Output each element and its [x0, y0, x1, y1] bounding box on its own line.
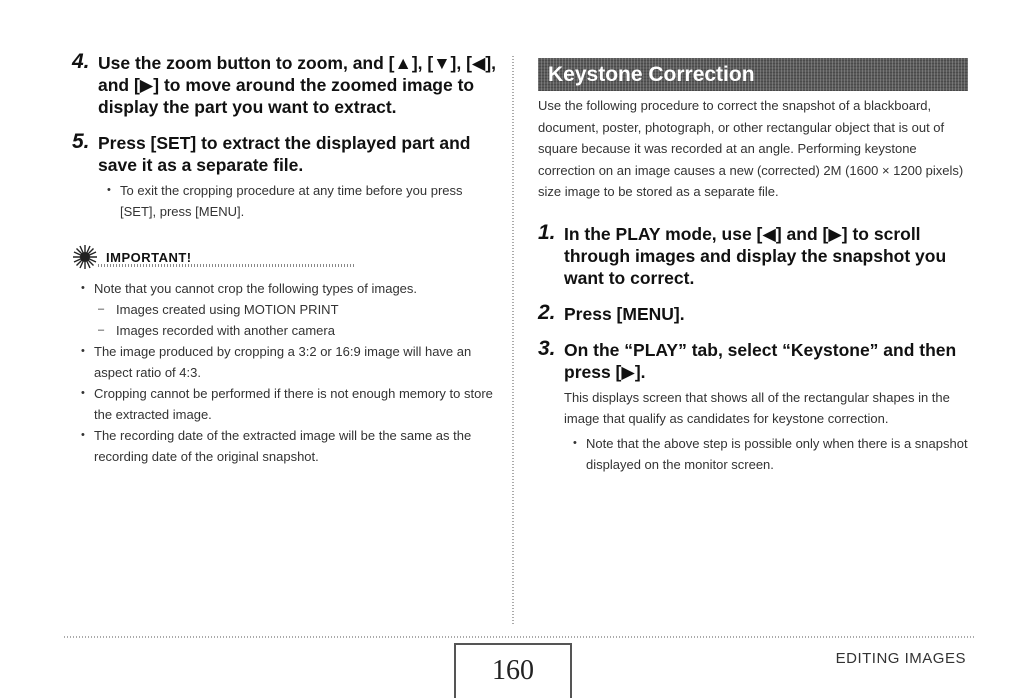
important-item-text: Note that you cannot crop the following types of images.: [94, 281, 418, 296]
step-number: 3.: [538, 336, 556, 360]
step-text: Use the zoom button to zoom, and [▲], [▼], [◀], and [▶] to move around the zoomed image to display the part you want to extract.: [98, 53, 497, 117]
section-label: EDITING IMAGES: [835, 650, 966, 667]
page-number: 160: [454, 643, 572, 698]
important-box: [72, 244, 502, 467]
step-4: [72, 52, 502, 118]
important-item: [72, 278, 502, 341]
step-text: On the “PLAY” tab, select “Keystone” and then press [▶].: [564, 339, 957, 382]
note-item: • To exit the cropping procedure at any time before you press [SET], press [MENU].: [98, 180, 502, 222]
step-text: Press [SET] to extract the displayed part and save it as a separate file.: [98, 133, 471, 175]
step-5-notes: [98, 180, 502, 222]
left-column: [72, 52, 502, 467]
step-text: In the PLAY mode, use [◀] and [▶] to scroll through images and display the snapshot you want to correct.: [564, 223, 947, 288]
step-3-notes: [564, 433, 968, 475]
step-1: [538, 220, 968, 289]
excluded-type: – Images recorded with another camera: [94, 320, 502, 341]
excluded-types-list: [94, 299, 502, 341]
note-item: • Note that the above step is possible only when there is a snapshot displayed on the monitor screen.: [564, 433, 968, 475]
step-5: [72, 132, 502, 222]
section-banner: Keystone Correction: [538, 58, 968, 91]
right-column: [538, 58, 968, 489]
step-number: 2.: [538, 300, 556, 324]
important-burst-icon: [72, 244, 98, 270]
important-item: • The recording date of the extracted image will be the same as the recording date of the original snapshot.: [72, 425, 502, 467]
excluded-type: – Images created using MOTION PRINT: [94, 299, 502, 320]
step-3: [538, 336, 968, 475]
step-number: 5.: [72, 130, 90, 153]
step-text: Press [MENU].: [564, 303, 685, 324]
heading-underline: [98, 264, 356, 267]
important-item: • Cropping cannot be performed if there is not enough memory to store the extracted image.: [72, 383, 502, 425]
footer-divider: [64, 636, 976, 638]
step-description: This displays screen that shows all of the rectangular shapes in the image that qualify as candidates for keystone correction.: [564, 389, 950, 426]
step-number: 4.: [72, 50, 90, 73]
important-list: [72, 278, 502, 467]
important-heading: [72, 244, 502, 270]
important-title: IMPORTANT!: [106, 249, 192, 265]
column-divider: [512, 56, 514, 626]
step-number: 1.: [538, 220, 556, 244]
step-2: [538, 300, 968, 325]
important-item: • The image produced by cropping a 3:2 or 16:9 image will have an aspect ratio of 4:3.: [72, 341, 502, 383]
intro-paragraph: Use the following procedure to correct the snapshot of a blackboard, document, poster, photograph, or other rectangular object that is out of square because it was recorded at an angle. Performing keystone correction on an image causes a new (corrected) 2M (1600 × 1200 pixels) size image to be stored as a separate file.: [538, 98, 964, 199]
